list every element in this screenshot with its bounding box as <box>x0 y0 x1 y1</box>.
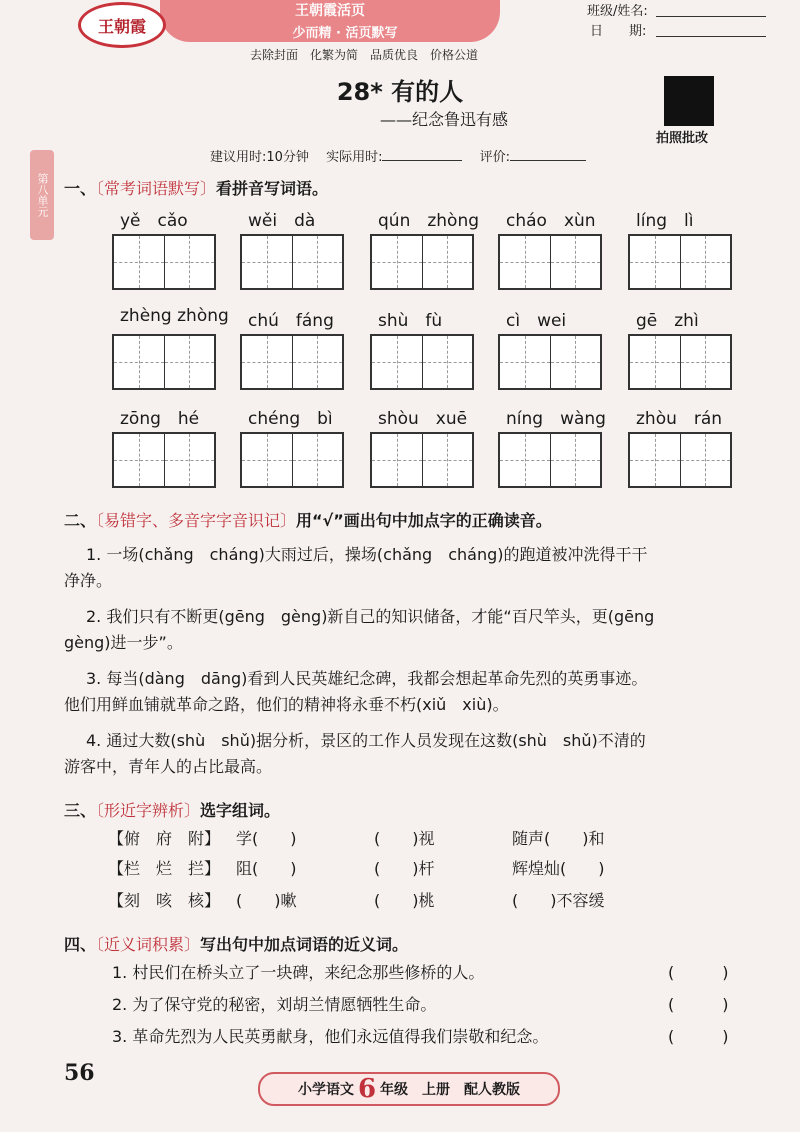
section3-tag: 〔形近字辨析〕 <box>96 801 201 820</box>
qr-label: 拍照批改 <box>656 131 709 146</box>
pinyin-label: zōng hé <box>120 409 200 429</box>
writing-cell[interactable] <box>681 236 731 288</box>
footer-grade-suffix: 年级 上册 配人教版 <box>380 1082 521 1098</box>
pinyin-label: cì wei <box>506 311 567 331</box>
pinyin-label: chú fáng <box>248 311 334 331</box>
word-blank[interactable]: ( )不容缓 <box>512 891 605 910</box>
synonym-item: 2. 为了保守党的秘密，刘胡兰情愿牺牲生命。 <box>112 995 437 1014</box>
rating-label: 评价: <box>479 150 510 165</box>
actual-time-blank[interactable] <box>382 160 462 161</box>
writing-grid-box[interactable] <box>240 234 344 290</box>
pinyin-label: yě cǎo <box>120 211 188 231</box>
writing-cell[interactable] <box>165 336 215 388</box>
suggested-time: 建议用时:10分钟 <box>210 150 309 165</box>
writing-cell[interactable] <box>551 434 601 486</box>
pinyin-label: gē zhì <box>636 311 699 331</box>
word-blank[interactable]: ( )视 <box>374 829 435 848</box>
writing-grid-box[interactable] <box>240 334 344 390</box>
writing-grid-box[interactable] <box>370 234 474 290</box>
writing-cell[interactable] <box>500 434 551 486</box>
word-blank[interactable]: ( )杆 <box>374 859 435 878</box>
word-blank[interactable]: 学( ) <box>236 829 297 848</box>
footer-subject: 小学语文 <box>297 1082 354 1098</box>
series-title: 王朝霞活页 <box>295 3 365 19</box>
writing-cell[interactable] <box>293 236 343 288</box>
writing-cell[interactable] <box>293 336 343 388</box>
s2-line-3: gèng)进一步”。 <box>64 633 183 652</box>
writing-grid-box[interactable] <box>112 432 216 488</box>
synonym-item: 3. 革命先烈为人民英勇献身，他们永远值得我们崇敬和纪念。 <box>112 1027 549 1046</box>
footer-banner <box>258 1072 560 1106</box>
rating-blank[interactable] <box>510 160 586 161</box>
brand-logo-text: 王朝霞 <box>97 16 146 36</box>
section4-instruction: 写出句中加点词语的近义词。 <box>200 935 409 954</box>
writing-cell[interactable] <box>114 236 165 288</box>
writing-grid-box[interactable] <box>240 432 344 488</box>
word-blank[interactable]: 阻( ) <box>236 859 297 878</box>
writing-cell[interactable] <box>630 434 681 486</box>
pinyin-label: shòu xuē <box>378 409 468 429</box>
writing-cell[interactable] <box>372 434 423 486</box>
qr-code-icon[interactable] <box>664 76 714 126</box>
writing-cell[interactable] <box>423 236 473 288</box>
word-blank[interactable]: ( )嗽 <box>236 891 297 910</box>
section3-instruction: 选字组词。 <box>200 801 281 820</box>
s2-line-4: 3. 每当(dàng dāng)看到人民英雄纪念碑，我都会想起革命先烈的英勇事迹。 <box>86 669 648 688</box>
section2-number: 二、 <box>64 511 97 530</box>
writing-cell[interactable] <box>242 434 293 486</box>
pinyin-label: chéng bì <box>248 409 333 429</box>
char-group: 【俯 府 附】 <box>108 829 221 848</box>
series-subtitle: 少而精 · 活页默写 <box>292 26 398 41</box>
class-name-blank[interactable] <box>656 16 766 17</box>
s2-line-6: 4. 通过大数(shù shǔ)据分析，景区的工作人员发现在这数(shù shǔ)不清的 <box>86 731 646 750</box>
unit-side-tab: 第八单元 <box>30 150 54 240</box>
pinyin-label: wěi dà <box>248 211 316 231</box>
pinyin-label: cháo xùn <box>506 211 596 231</box>
pinyin-label: qún zhòng <box>378 211 480 231</box>
char-group: 【刻 咳 核】 <box>108 891 221 910</box>
writing-cell[interactable] <box>242 236 293 288</box>
section4-heading <box>64 932 408 955</box>
pinyin-label: líng lì <box>636 211 694 231</box>
writing-cell[interactable] <box>500 336 551 388</box>
writing-cell[interactable] <box>114 336 165 388</box>
writing-cell[interactable] <box>423 336 473 388</box>
writing-grid-box[interactable] <box>628 432 732 488</box>
writing-cell[interactable] <box>165 434 215 486</box>
writing-cell[interactable] <box>165 236 215 288</box>
writing-grid-box[interactable] <box>498 334 602 390</box>
section3-number: 三、 <box>64 801 97 820</box>
writing-grid-box[interactable] <box>370 334 474 390</box>
section1-number: 一、 <box>64 179 97 198</box>
quality-badges: 去除封面 化繁为简 品质优良 价格公道 <box>250 48 479 62</box>
pinyin-label: zhòu rán <box>636 409 723 429</box>
synonym-answer-blank[interactable]: ( ) <box>668 995 729 1014</box>
lesson-title: 28* 有的人 <box>336 78 464 106</box>
writing-grid-box[interactable] <box>370 432 474 488</box>
writing-grid-box[interactable] <box>498 432 602 488</box>
section1-tag: 〔常考词语默写〕 <box>96 179 217 198</box>
writing-cell[interactable] <box>630 336 681 388</box>
section2-heading <box>64 508 552 531</box>
s2-line-7: 游客中，青年人的占比最高。 <box>64 757 273 776</box>
section2-tag: 〔易错字、多音字字音识记〕 <box>96 511 297 530</box>
date-blank[interactable] <box>656 36 766 37</box>
word-blank[interactable]: 辉煌灿( ) <box>512 859 605 878</box>
char-group: 【栏 烂 拦】 <box>108 859 221 878</box>
writing-cell[interactable] <box>293 434 343 486</box>
actual-time-label: 实际用时: <box>326 150 383 165</box>
synonym-answer-blank[interactable]: ( ) <box>668 963 729 982</box>
s2-line-2: 2. 我们只有不断更(gēng gèng)新自己的知识储备，才能“百尺竿头，更(gēng <box>86 607 655 626</box>
writing-cell[interactable] <box>114 434 165 486</box>
section2-instruction: 用“√”画出句中加点字的正确读音。 <box>296 511 552 530</box>
writing-cell[interactable] <box>500 236 551 288</box>
writing-grid-box[interactable] <box>628 334 732 390</box>
s2-line-1: 净净。 <box>64 571 113 590</box>
footer-grade-number: 6 <box>357 1074 377 1104</box>
date-label: 日 期: <box>590 24 647 39</box>
writing-grid-box[interactable] <box>628 234 732 290</box>
writing-cell[interactable] <box>372 336 423 388</box>
section4-tag: 〔近义词积累〕 <box>96 935 201 954</box>
s2-line-5: 他们用鲜血铺就革命之路，他们的精神将永垂不朽(xiǔ xiù)。 <box>64 695 509 714</box>
page-number: 56 <box>64 1060 95 1086</box>
writing-grid-box[interactable] <box>498 234 602 290</box>
writing-cell[interactable] <box>423 434 473 486</box>
pinyin-label: zhèng zhòng <box>120 306 229 326</box>
section1-heading <box>64 176 328 199</box>
brand-logo <box>78 2 166 48</box>
writing-cell[interactable] <box>681 336 731 388</box>
s2-line-0: 1. 一场(chǎng cháng)大雨过后，操场(chǎng cháng)的跑道被冲洗得干干 <box>86 545 648 564</box>
section3-heading <box>64 798 280 821</box>
writing-cell[interactable] <box>551 236 601 288</box>
word-blank[interactable]: ( )桃 <box>374 891 435 910</box>
writing-cell[interactable] <box>372 236 423 288</box>
time-row <box>210 146 586 165</box>
class-name-label: 班级/姓名: <box>587 4 648 19</box>
writing-cell[interactable] <box>242 336 293 388</box>
writing-cell[interactable] <box>681 434 731 486</box>
writing-cell[interactable] <box>630 236 681 288</box>
synonym-answer-blank[interactable]: ( ) <box>668 1027 729 1046</box>
section4-number: 四、 <box>64 935 97 954</box>
synonym-item: 1. 村民们在桥头立了一块碑，来纪念那些修桥的人。 <box>112 963 485 982</box>
pinyin-label: shù fù <box>378 311 443 331</box>
writing-cell[interactable] <box>551 336 601 388</box>
lesson-subtitle: ——纪念鲁迅有感 <box>380 110 509 129</box>
writing-grid-box[interactable] <box>112 334 216 390</box>
section1-instruction: 看拼音写词语。 <box>216 179 329 198</box>
pinyin-label: níng wàng <box>506 409 606 429</box>
word-blank[interactable]: 随声( )和 <box>512 829 605 848</box>
writing-grid-box[interactable] <box>112 234 216 290</box>
